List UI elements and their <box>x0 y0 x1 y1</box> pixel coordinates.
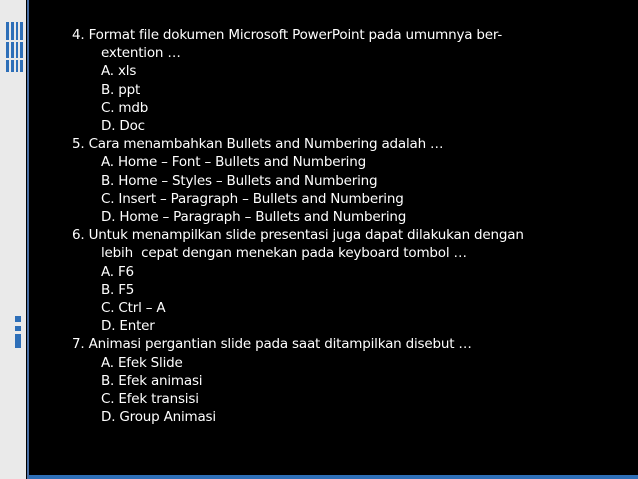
decor-mark <box>11 22 14 72</box>
left-decorative-strip <box>0 0 26 479</box>
question-7-options <box>72 354 632 427</box>
option: A. xls <box>101 63 137 80</box>
option: C. mdb <box>101 99 149 116</box>
option: A. Home – Font – Bullets and Numbering <box>101 154 366 171</box>
question-5-options <box>72 153 632 226</box>
question-6-options <box>72 263 632 336</box>
option: A. Efek Slide <box>101 354 183 371</box>
option: B. F5 <box>101 281 135 298</box>
accent-bottom-line <box>29 475 638 479</box>
decor-mark <box>15 316 21 322</box>
decor-mark <box>6 40 23 42</box>
option: D. Enter <box>101 318 155 335</box>
option: A. F6 <box>101 263 134 280</box>
question-7-text: 7. Animasi pergantian slide pada saat ditampilkan disebut … <box>72 336 472 353</box>
option: B. Home – Styles – Bullets and Numbering <box>101 172 378 189</box>
question-6 <box>72 226 632 335</box>
accent-vertical-line <box>27 0 29 479</box>
question-4-options <box>72 62 632 135</box>
option: C. Insert – Paragraph – Bullets and Numbering <box>101 190 404 207</box>
option: B. Efek animasi <box>101 372 203 389</box>
option: D. Group Animasi <box>101 409 216 426</box>
decor-mark <box>6 58 23 60</box>
question-5-text: 5. Cara menambahkan Bullets and Numbering adalah … <box>72 136 444 153</box>
option: D. Doc <box>101 118 145 135</box>
question-list <box>72 26 632 426</box>
decor-mark <box>20 22 23 72</box>
decor-mark <box>15 334 21 348</box>
option: D. Home – Paragraph – Bullets and Numbering <box>101 209 407 226</box>
option: C. Efek transisi <box>101 391 199 408</box>
decor-mark <box>16 22 18 72</box>
question-4-text: 4. Format file dokumen Microsoft PowerPoint pada umumnya ber- extention … <box>72 27 503 62</box>
question-5 <box>72 135 632 226</box>
option: B. ppt <box>101 81 141 98</box>
decor-mark <box>6 22 9 72</box>
question-4 <box>72 26 632 135</box>
option: C. Ctrl – A <box>101 300 166 317</box>
question-6-text: 6. Untuk menampilkan slide presentasi juga dapat dilakukan dengan lebih cepat dengan menekan pada keyboard tombol … <box>72 227 524 262</box>
question-7 <box>72 335 632 426</box>
decor-mark <box>15 326 21 331</box>
